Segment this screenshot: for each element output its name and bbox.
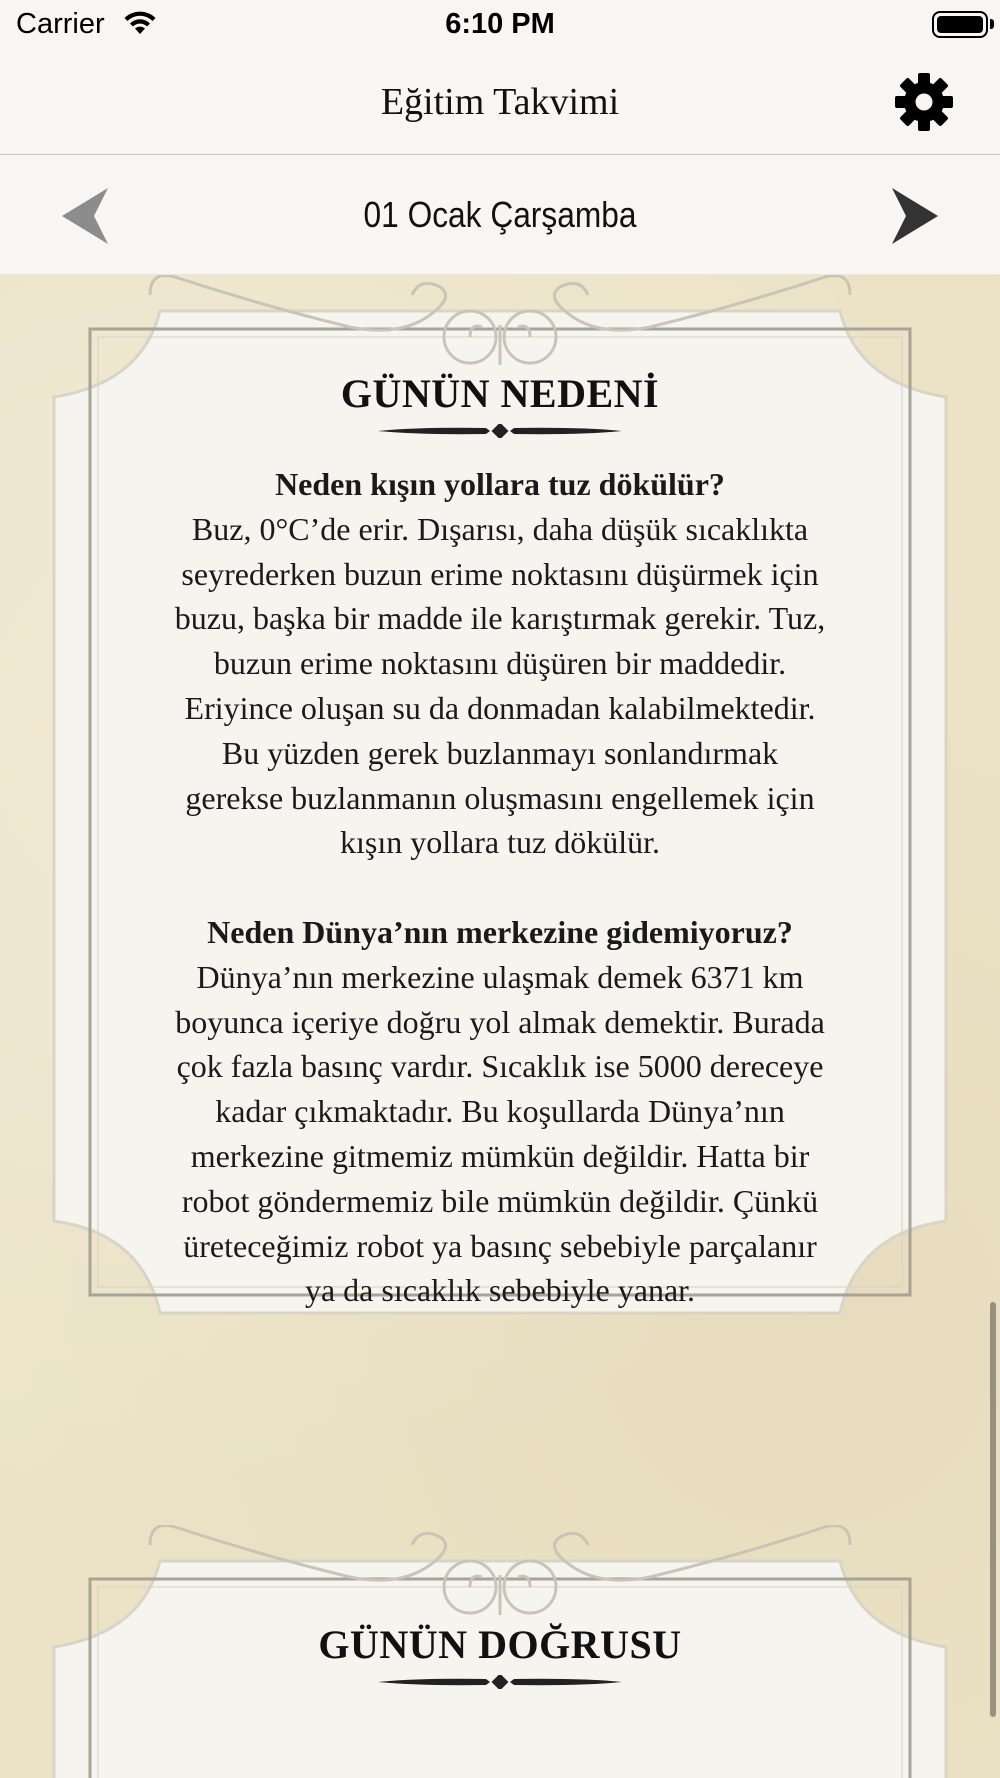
answer-line: Eriyince oluşan su da donmadan kalabilmektedir. [184, 689, 816, 726]
question-text: Neden Dünya’nın merkezine gidemiyoruz? [207, 913, 793, 950]
gear-icon[interactable] [894, 72, 954, 132]
answer-line: buzu, başka bir madde ile karıştırmak gerekir. Tuz, [174, 600, 826, 637]
answer-line: çok fazla basınç vardır. Sıcaklık ise 5000 dereceye [176, 1048, 824, 1085]
answer-line: buzun erime noktasını düşüren bir maddedir. [213, 645, 787, 682]
battery-cap [990, 19, 994, 29]
navigation-bar [0, 50, 1000, 155]
card-title: GÜNÜN DOĞRUSU [318, 1622, 682, 1667]
title-divider [378, 1675, 622, 1689]
card-title: GÜNÜN NEDENİ [340, 371, 660, 416]
truth-card [0, 1525, 1000, 1778]
answer-line: kadar çıkmaktadır. Bu koşullarda Dünya’nın [215, 1093, 785, 1130]
status-bar [0, 0, 1000, 50]
question-text: Neden kışın yollara tuz dökülür? [275, 466, 725, 502]
page-title: Eğitim Takvimi [380, 81, 620, 123]
chevron-right-icon[interactable] [890, 186, 940, 246]
reason-card [0, 275, 1000, 1485]
answer-line: üreteceğimiz robot ya basınç sebebiyle parçalanır [183, 1227, 817, 1264]
carrier-label: Carrier [16, 8, 105, 40]
content-scroll-area[interactable] [0, 275, 1000, 1778]
date-bar [0, 156, 1000, 274]
card-body [110, 462, 890, 1313]
answer-line: Bu yüzden gerek buzlanmayı sonlandırmak [221, 734, 779, 771]
scrollbar[interactable] [990, 1302, 996, 1717]
answer-line: robot göndermemiz bile mümkün değildir. Çünkü [181, 1182, 819, 1219]
answer-line: gerekse buzlanmanın oluşmasını engellemek için [185, 779, 815, 816]
answer-line: seyrederken buzun erime noktasını düşürmek için [181, 555, 819, 592]
date-label: 01 Ocak Çarşamba [363, 194, 637, 235]
answer-line: ya da sıcaklık sebebiyle yanar. [304, 1272, 696, 1309]
answer-line: kışın yollara tuz dökülür. [340, 824, 660, 861]
paragraph-gap [110, 865, 890, 910]
battery-icon [932, 11, 988, 38]
title-divider [378, 424, 622, 438]
answer-line: Dünya’nın merkezine ulaşmak demek 6371 km [196, 958, 804, 995]
answer-line: merkezine gitmemiz mümkün değildir. Hatta bir [190, 1137, 810, 1174]
status-time: 6:10 PM [445, 8, 555, 40]
answer-line: Buz, 0°C’de erir. Dışarısı, daha düşük sıcaklıkta [191, 510, 809, 547]
answer-line: boyunca içeriye doğru yol almak demektir. Burada [175, 1003, 825, 1040]
